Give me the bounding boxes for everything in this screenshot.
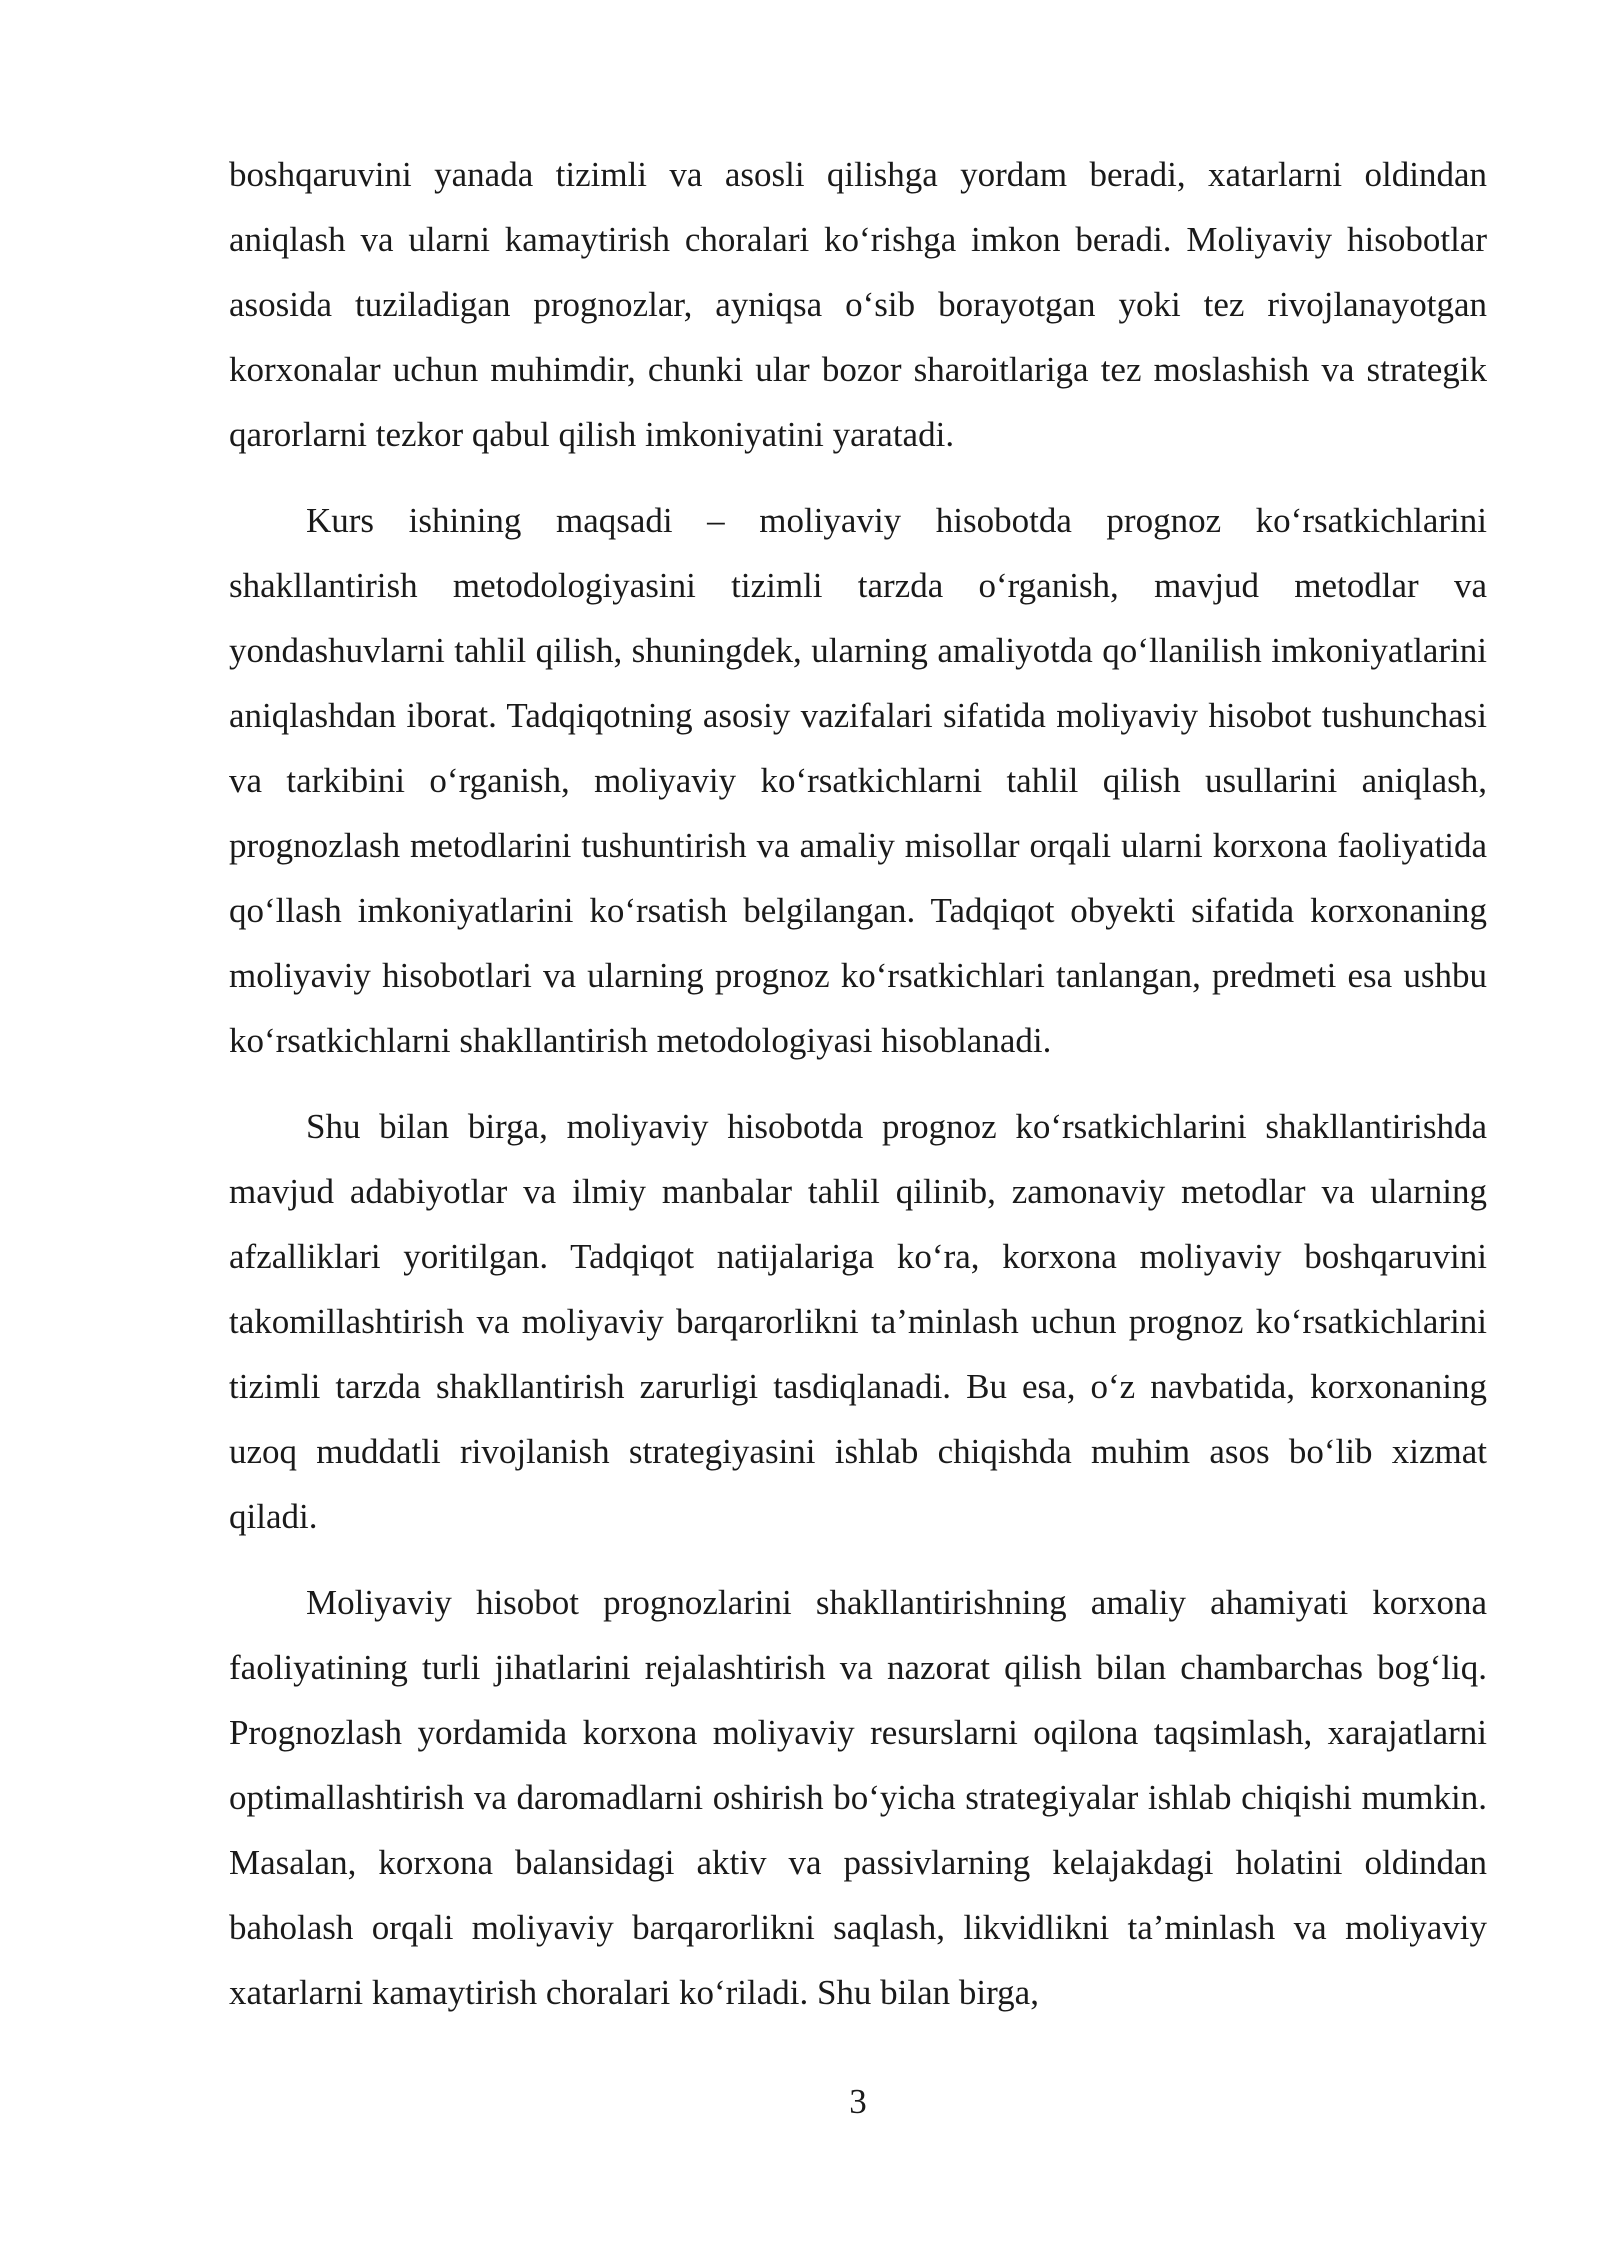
paragraph-2: Kurs ishining maqsadi – moliyaviy hisobotda prognoz koʻrsatkichlarini shakllantirish metodologiyasini tizimli tarzda oʻrganish, mavjud metodlar va yondashuvlarni tahlil qilish, shuningdek, ularning amaliyotda qoʻllanilish imkoniyatlarini aniqlashdan iborat. Tadqiqotning asosiy vazifalari sifatida moliyaviy hisobot tushunchasi va tarkibini oʻrganish, moliyaviy koʻrsatkichlarni tahlil qilish usullarini aniqlash, prognozlash metodlarini tushuntirish va amaliy misollar orqali ularni korxona faoliyatida qoʻllash imkoniyatlarini koʻrsatish belgilangan. Tadqiqot obyekti sifatida korxonaning moliyaviy hisobotlari va ularning prognoz koʻrsatkichlari tanlangan, predmeti esa ushbu koʻrsatkichlarni shakllantirish metodologiyasi hisoblanadi.	[229, 501, 1487, 1060]
paragraph-4: Moliyaviy hisobot prognozlarini shakllantirishning amaliy ahamiyati korxona faoliyatining turli jihatlarini rejalashtirish va nazorat qilish bilan chambarchas bogʻliq. Prognozlash yordamida korxona moliyaviy resurslarni oqilona taqsimlash, xarajatlarni optimallashtirish va daromadlarni oshirish boʻyicha strategiyalar ishlab chiqishi mumkin. Masalan, korxona balansidagi aktiv va passivlarning kelajakdagi holatini oldindan baholash orqali moliyaviy barqarorlikni saqlash, likvidlikni ta’minlash va moliyaviy xatarlarni kamaytirish choralari koʻriladi. Shu bilan birga,	[229, 1583, 1487, 2012]
body-text	[229, 142, 1487, 2046]
page-number: 3	[849, 2082, 867, 2121]
paragraph-1: boshqaruvini yanada tizimli va asosli qilishga yordam beradi, xatarlarni oldindan aniqlash va ularni kamaytirish choralari koʻrishga imkon beradi. Moliyaviy hisobotlar asosida tuziladigan prognozlar, ayniqsa oʻsib borayotgan yoki tez rivojlanayotgan korxonalar uchun muhimdir, chunki ular bozor sharoitlariga tez moslashish va strategik qarorlarni tezkor qabul qilish imkoniyatini yaratadi.	[229, 155, 1487, 454]
paragraph-3: Shu bilan birga, moliyaviy hisobotda prognoz koʻrsatkichlarini shakllantirishda mavjud adabiyotlar va ilmiy manbalar tahlil qilinib, zamonaviy metodlar va ularning afzalliklari yoritilgan. Tadqiqot natijalariga koʻra, korxona moliyaviy boshqaruvini takomillashtirish va moliyaviy barqarorlikni ta’minlash uchun prognoz koʻrsatkichlarini tizimli tarzda shakllantirish zarurligi tasdiqlanadi. Bu esa, oʻz navbatida, korxonaning uzoq muddatli rivojlanish strategiyasini ishlab chiqishda muhim asos boʻlib xizmat qiladi.	[229, 1107, 1487, 1536]
